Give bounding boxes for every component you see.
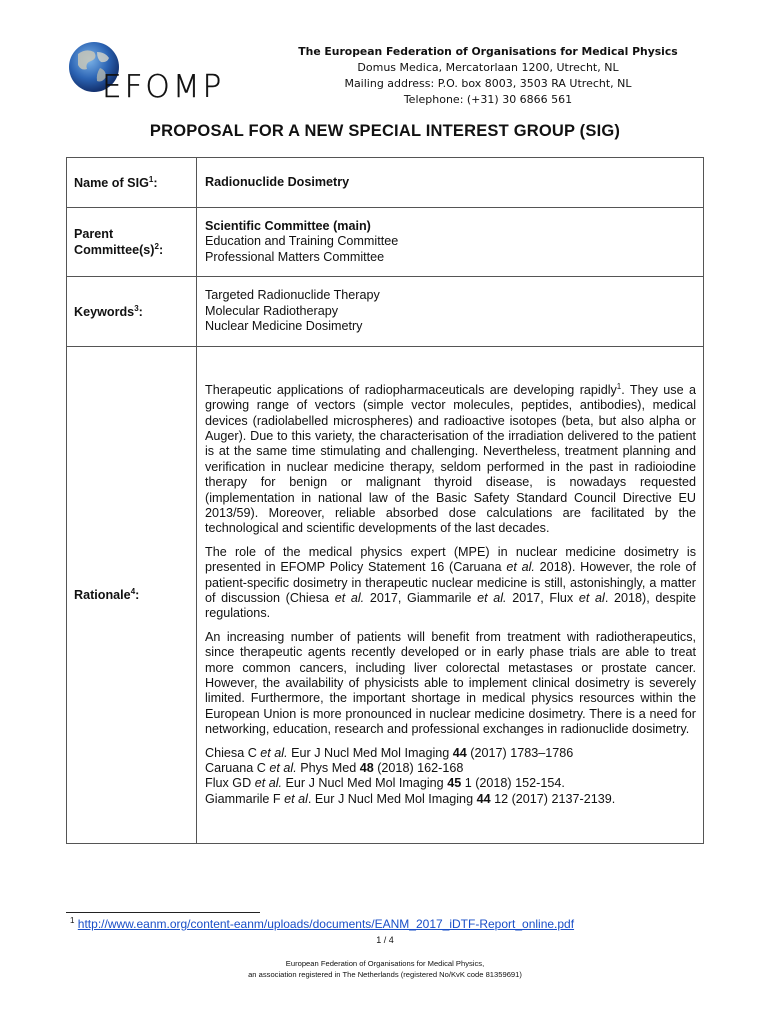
- proposal-table: [66, 157, 704, 844]
- rationale-paragraph: An increasing number of patients will benefit from treatment with radiotherapeutics, since therapeutic agents recently developed or in early phase trials are able to treat more common cancers, including liver colorectal metastases or prostate cancer. However, the availability of physicists able to implement clinical dosimetry is severely limited. Furthermore, the important shortage in medical physics resources within the European Union is more pronounced in nuclear medicine dosimetry. There is a need for networking, education, research and professional exchanges in radionuclide dosimetry.: [205, 629, 696, 737]
- label-name-of-sig: Name of SIG$^1$:: [67, 158, 197, 208]
- page-footer: [0, 958, 770, 980]
- org-telephone: Telephone: (+31) 30 6866 561: [403, 93, 573, 106]
- keyword-item: Targeted Radionuclide Therapy: [205, 288, 380, 303]
- org-name: The European Federation of Organisations for Medical Physics: [298, 45, 678, 58]
- reference-item: Flux GD et al. Eur J Nucl Med Mol Imaging 45 1 (2018) 152-154.: [205, 776, 565, 791]
- footer-line: European Federation of Organisations for Medical Physics,: [285, 959, 485, 968]
- reference-item: Chiesa C et al. Eur J Nucl Med Mol Imaging 44 (2017) 1783–1786: [205, 745, 574, 760]
- footnote: [70, 917, 574, 931]
- footnote-link[interactable]: http://www.eanm.org/content-eanm/uploads/documents/EANM_2017_iDTF-Report_online.pdf: [77, 917, 575, 931]
- reference-item: Caruana C et al. Phys Med 48 (2018) 162-168: [205, 761, 464, 776]
- row-rationale: [67, 347, 704, 844]
- footnote-separator: [66, 912, 260, 913]
- committee-other: Professional Matters Committee: [205, 249, 385, 264]
- reference-list: [205, 746, 696, 808]
- value-rationale: [197, 347, 704, 844]
- efomp-logo: [64, 40, 254, 110]
- page-title: PROPOSAL FOR A NEW SPECIAL INTEREST GROUP (SIG): [149, 122, 621, 140]
- rationale-paragraph: The role of the medical physics expert (MPE) in nuclear medicine dosimetry is presented in EFOMP Policy Statement 16 (Caruana et al. 2018). However, the role of patient-specific dosimetry in therapeutic nuclear medicine is still, astonishingly, a matter of discussion (Chiesa et al. 2017, Giammarile et al. 2017, Flux et al. 2018), despite regulations.: [205, 544, 697, 621]
- value-keywords: [197, 277, 704, 347]
- committee-main: Scientific Committee (main): [205, 218, 371, 233]
- label-keywords: Keywords$^3$:: [67, 277, 197, 347]
- row-keywords: [67, 277, 704, 347]
- label-rationale: Rationale$^4$:: [67, 347, 197, 844]
- keyword-item: Nuclear Medicine Dosimetry: [205, 319, 363, 334]
- value-name-of-sig: Radionuclide Dosimetry: [197, 158, 704, 208]
- row-name-of-sig: [67, 158, 704, 208]
- rationale-paragraph: Therapeutic applications of radiopharmaceuticals are developing rapidly$^1$. They use a growing range of vectors (simple vector molecules, peptides, antibodies), medical devices (radiolabelled microspheres) and radioactive isotopes (beta, but also alpha or Auger). Due to this variety, the characterisation of the irradiation delivered to the patient is at the same time stimulating and challenging. Nevertheless, treatment planning and verification in nuclear medicine therapy, seldom performed in the past in radioiodine therapy for benign or malignant thyroid disease, is nowadays requested (implementation in national law of the Basic Safety Standard Council Directive EU 2013/59). Moreover, reliable absorbed dose calculations are facilitated by the technological and scientific developments of the last decades.: [205, 381, 697, 536]
- reference-item: Giammarile F et al. Eur J Nucl Med Mol Imaging 44 12 (2017) 2137-2139.: [205, 791, 616, 806]
- footer-line: an association registered in The Netherlands (registered No/KvK code 81359691): [248, 970, 522, 979]
- committee-other: Education and Training Committee: [205, 234, 399, 249]
- value-parent-committees: [197, 208, 704, 277]
- footnote-number: 1: [70, 916, 75, 925]
- org-mailing-address: Mailing address: P.O. box 8003, 3503 RA Utrecht, NL: [344, 77, 632, 90]
- logo-wordmark: EFOMP: [102, 69, 225, 105]
- page-number: 1 / 4: [376, 935, 394, 945]
- organisation-header: [268, 44, 708, 108]
- label-parent-committees: Parent $Committee(s)^2$:: [67, 208, 197, 277]
- keyword-item: Molecular Radiotherapy: [205, 303, 339, 318]
- row-parent-committees: [67, 208, 704, 277]
- org-address: Domus Medica, Mercatorlaan 1200, Utrecht, NL: [357, 61, 619, 74]
